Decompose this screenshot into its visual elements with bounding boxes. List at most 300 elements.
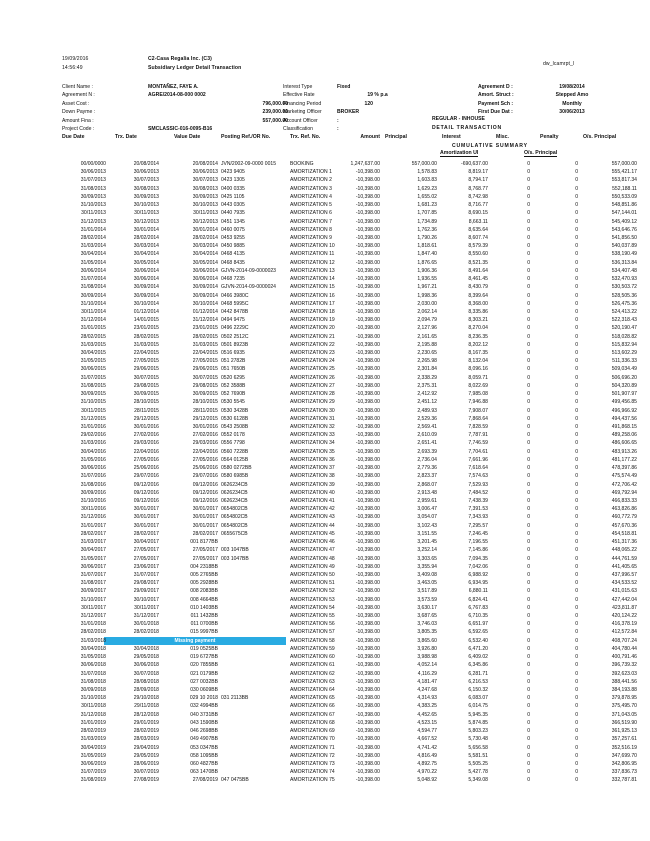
table-row[interactable] — [0, 193, 650, 201]
table-row[interactable] — [0, 374, 650, 382]
table-row[interactable] — [0, 382, 650, 390]
cell-value-date: 28/10/2015 — [192, 399, 218, 406]
cell-amount: -10,398.00 — [355, 662, 380, 669]
cell-principal: 2,412.92 — [417, 391, 437, 398]
table-row[interactable] — [0, 744, 650, 752]
cell-interest: 6,083.07 — [468, 695, 488, 702]
cell-misc: 0 — [527, 530, 530, 537]
cell-interest: 7,094.35 — [468, 555, 488, 562]
table-row[interactable] — [0, 308, 650, 316]
cell-posting-ref: 0453 9255 — [221, 234, 245, 241]
cell-amount: -10,398.00 — [355, 448, 380, 455]
cell-trx-date: 28/06/2019 — [133, 760, 159, 767]
table-row[interactable] — [0, 201, 650, 209]
cell-misc: 0 — [527, 202, 530, 209]
cell-amount: -10,398.00 — [355, 769, 380, 776]
table-row[interactable] — [0, 678, 650, 686]
cell-os-principal: 543,646.76 — [611, 226, 637, 233]
cell-value-date: 20/08/2014 — [192, 161, 218, 167]
cell-interest: 6,014.75 — [468, 703, 488, 710]
cell-value-date: 011 0700BB — [190, 621, 218, 628]
table-row[interactable] — [0, 160, 650, 168]
cell-penalty: 0 — [575, 300, 578, 307]
cell-trx-ref: AMORTIZATION 14 — [290, 276, 335, 283]
label-down-payment: Down Payme : — [62, 109, 96, 116]
cell-value-date: 27/05/2017 — [192, 555, 218, 562]
cell-due-date: 30/11/2018 — [81, 703, 106, 710]
cell-posting-ref: 0468 5995C — [221, 300, 249, 307]
cell-trx-date: 31/12/2017 — [133, 613, 159, 620]
table-row[interactable] — [0, 185, 650, 193]
cell-trx-ref: AMORTIZATION 49 — [290, 563, 335, 570]
table-row[interactable] — [0, 275, 650, 283]
cell-interest: 6,767.83 — [468, 604, 488, 611]
cell-due-date: 31/01/2014 — [80, 226, 106, 233]
cell-interest: 8,491.64 — [468, 267, 488, 274]
table-row[interactable] — [0, 546, 650, 554]
table-row[interactable] — [0, 333, 650, 341]
cell-penalty: 0 — [575, 539, 578, 546]
cell-due-date: 31/07/2018 — [80, 670, 106, 677]
table-row[interactable] — [0, 431, 650, 439]
table-row[interactable] — [0, 283, 650, 291]
cell-os-principal: 509,034.49 — [611, 366, 637, 373]
cell-interest: 6,532.40 — [468, 637, 488, 644]
cell-interest: 7,908.07 — [468, 407, 488, 414]
cell-os-principal: 552,188.11 — [612, 185, 637, 192]
cell-posting-ref: 047 0475BB — [221, 777, 249, 784]
cell-os-principal: 427,442.04 — [611, 596, 637, 603]
table-row[interactable] — [0, 226, 650, 234]
cell-interest: 7,746.59 — [468, 440, 488, 447]
cell-penalty: 0 — [575, 596, 578, 603]
cell-value-date: 28/02/2014 — [192, 234, 218, 241]
cell-posting-ref: 0543 2508B — [221, 424, 249, 430]
table-row[interactable] — [0, 407, 650, 415]
cell-penalty: 0 — [575, 530, 578, 537]
cell-due-date: 28/02/2019 — [80, 728, 106, 735]
cell-posting-ref: 0654802CB — [221, 506, 248, 513]
table-row[interactable] — [0, 365, 650, 373]
cell-trx-ref: AMORTIZATION 22 — [290, 341, 335, 348]
cell-value-date: 22/04/2015 — [192, 350, 218, 357]
label-project-code: Project Code : — [62, 125, 95, 132]
col-amount: Amount — [360, 134, 380, 140]
cell-os-principal: 506,696.20 — [611, 374, 637, 381]
table-row[interactable] — [0, 612, 650, 620]
label-account-officer: Account Officer — [283, 117, 318, 124]
table-row[interactable] — [0, 628, 650, 636]
cell-trx-date: 30/07/2015 — [133, 374, 159, 381]
table-row[interactable] — [0, 719, 650, 727]
cell-interest: 6,345.86 — [468, 662, 488, 669]
cell-posting-ref: 0560 7228B — [221, 448, 249, 455]
cell-trx-ref: AMORTIZATION 54 — [290, 604, 335, 611]
table-row[interactable] — [0, 702, 650, 710]
cell-due-date: 31/10/2016 — [80, 497, 106, 504]
cell-penalty: 0 — [575, 350, 578, 357]
cell-trx-date: 30/01/2017 — [133, 522, 159, 529]
cell-due-date: 31/12/2017 — [80, 613, 106, 620]
cell-misc: 0 — [527, 613, 530, 620]
cell-principal: 3,573.59 — [417, 596, 437, 603]
cell-principal: 3,988.98 — [417, 654, 437, 661]
table-row[interactable] — [0, 620, 650, 628]
cell-interest: 8,579.39 — [468, 243, 488, 250]
cell-penalty: 0 — [575, 588, 578, 595]
cell-trx-date: 30/09/2015 — [133, 391, 159, 398]
cell-amount: -10,398.00 — [355, 210, 380, 217]
info-mid-labels — [283, 83, 322, 133]
table-row[interactable] — [0, 464, 650, 472]
cell-amount: -10,398.00 — [355, 218, 380, 225]
table-row[interactable] — [0, 661, 650, 669]
cell-principal: 2,375.31 — [417, 382, 437, 389]
table-row[interactable] — [0, 209, 650, 217]
table-row[interactable] — [0, 316, 650, 324]
cell-amount: -10,398.00 — [355, 292, 380, 299]
cell-os-principal: 451,317.36 — [611, 539, 637, 546]
cell-os-principal: 513,602.29 — [611, 350, 637, 357]
cell-penalty: 0 — [575, 769, 578, 776]
cell-posting-ref: 003 1047BB — [221, 547, 249, 554]
cell-os-principal: 511,336.33 — [612, 358, 637, 365]
table-row[interactable] — [0, 176, 650, 184]
table-row[interactable] — [0, 686, 650, 694]
table-row[interactable] — [0, 768, 650, 776]
cell-posting-ref: 0460 0075 — [221, 226, 245, 233]
cell-due-date: 30/09/2017 — [80, 588, 106, 595]
table-row[interactable] — [0, 267, 650, 275]
cell-value-date: 30/01/2017 — [192, 506, 218, 513]
cell-penalty: 0 — [575, 308, 578, 315]
cell-penalty: 0 — [575, 703, 578, 710]
cell-value-date: 029 10 2018 — [189, 695, 218, 702]
value-asset-cost: 796,000.00 — [262, 100, 288, 107]
table-row[interactable] — [0, 760, 650, 768]
cell-due-date: 31/03/2019 — [80, 736, 106, 743]
cell-trx-date: 30/03/2014 — [133, 243, 159, 250]
table-row[interactable] — [0, 776, 650, 784]
cell-trx-date: 22/04/2015 — [133, 350, 159, 357]
cell-penalty: 0 — [575, 259, 578, 266]
table-row[interactable] — [0, 448, 650, 456]
cell-posting-ref: 0502 2512C — [221, 333, 249, 340]
cell-trx-date: 30/06/2014 — [133, 267, 159, 274]
cell-principal: 3,630.17 — [417, 604, 437, 611]
table-row[interactable] — [0, 530, 650, 538]
cell-penalty: 0 — [575, 415, 578, 422]
value-first-due-date: 30/06/2013 — [559, 109, 585, 116]
cell-trx-ref: AMORTIZATION 73 — [290, 760, 335, 767]
table-row[interactable] — [0, 637, 650, 645]
cell-due-date: 31/07/2017 — [80, 571, 106, 578]
cell-os-principal: 420,124.22 — [611, 613, 637, 620]
cell-principal: 2,913.48 — [417, 489, 437, 496]
cell-misc: 0 — [527, 407, 530, 414]
cell-amount: -10,398.00 — [355, 169, 380, 176]
cell-due-date: 30/11/2014 — [81, 308, 106, 315]
subcol-os-principal: O/s. Principal — [524, 150, 558, 156]
cell-interest: 8,663.11 — [468, 218, 488, 225]
table-row[interactable] — [0, 415, 650, 423]
table-row[interactable] — [0, 555, 650, 563]
cell-due-date: 31/08/2014 — [80, 284, 106, 291]
cell-trx-date: 23/01/2015 — [133, 325, 159, 332]
cell-trx-ref: AMORTIZATION 3 — [290, 185, 332, 192]
table-row[interactable] — [0, 489, 650, 497]
cell-trx-ref: AMORTIZATION 48 — [290, 555, 335, 562]
table-row[interactable] — [0, 505, 650, 513]
cell-trx-ref: AMORTIZATION 12 — [290, 259, 335, 266]
cell-value-date: 27/08/2019 — [192, 777, 218, 784]
table-row[interactable] — [0, 324, 650, 332]
table-row[interactable] — [0, 218, 650, 226]
info-right-values — [543, 83, 601, 117]
table-row[interactable] — [0, 234, 650, 242]
table-row[interactable] — [0, 300, 650, 308]
cell-penalty: 0 — [575, 292, 578, 299]
cell-posting-ref: 0423 9405 — [221, 169, 245, 176]
cell-principal: 1,790.26 — [417, 234, 437, 241]
cell-os-principal: 496,966.92 — [611, 407, 637, 414]
cell-due-date: 31/08/2015 — [80, 382, 106, 389]
cell-os-principal: 520,190.47 — [611, 325, 637, 332]
value-agreement-no: AGRE/2014-08-000 0002 — [148, 92, 206, 99]
cell-amount: -10,398.00 — [355, 571, 380, 578]
cell-trx-ref: AMORTIZATION 21 — [290, 333, 335, 340]
cell-trx-ref: AMORTIZATION 57 — [290, 629, 335, 636]
table-column-headers — [0, 134, 650, 143]
cell-os-principal: 337,836.73 — [611, 769, 637, 776]
table-row[interactable] — [0, 472, 650, 480]
table-row[interactable] — [0, 349, 650, 357]
cell-due-date: 31/12/2015 — [80, 415, 106, 422]
cell-os-principal: 478,397.86 — [611, 465, 637, 472]
cell-value-date: 30/01/2014 — [192, 226, 218, 233]
cell-amount: -10,398.00 — [355, 687, 380, 693]
cell-value-date: 032 4994BB — [190, 703, 218, 710]
cell-interest: 8,742.98 — [468, 193, 488, 200]
table-row[interactable] — [0, 439, 650, 447]
cell-posting-ref: 0423 1305 — [221, 177, 245, 184]
cell-value-date: 30/06/2014 — [192, 267, 218, 274]
cell-value-date: 30/12/2013 — [192, 218, 218, 225]
info-left-labels — [62, 83, 95, 133]
cell-amount: -10,398.00 — [355, 695, 380, 702]
table-row[interactable] — [0, 292, 650, 300]
cell-amount: -10,398.00 — [355, 341, 380, 348]
cell-misc: 0 — [527, 399, 530, 406]
table-row[interactable] — [0, 250, 650, 258]
cell-amount: -10,398.00 — [355, 465, 380, 472]
cell-interest: 7,042.06 — [468, 563, 488, 570]
cell-amount: -10,398.00 — [355, 284, 380, 291]
cell-value-date: 021 0179BB — [190, 670, 218, 677]
cell-due-date: 31/10/2018 — [80, 695, 106, 702]
cell-interest: 6,934.95 — [468, 580, 488, 587]
cell-due-date: 30/11/2016 — [81, 506, 106, 513]
table-row[interactable] — [0, 604, 650, 612]
cell-trx-date: 29/06/2015 — [133, 366, 159, 373]
cell-posting-ref: GJVN-2014-09-0000024 — [221, 284, 276, 291]
cell-penalty: 0 — [575, 629, 578, 636]
cell-os-principal: 454,518.81 — [611, 530, 637, 537]
cell-trx-ref: AMORTIZATION 8 — [290, 226, 332, 233]
table-row[interactable] — [0, 694, 650, 702]
cell-trx-ref: AMORTIZATION 11 — [290, 251, 335, 258]
cell-trx-ref: AMORTIZATION 35 — [290, 448, 335, 455]
cell-trx-ref: AMORTIZATION 69 — [290, 728, 335, 735]
cell-due-date: 31/05/2017 — [80, 555, 106, 562]
cell-value-date: 030 0609BB — [190, 687, 218, 693]
cell-amount: -10,398.00 — [355, 317, 380, 324]
cell-principal: 3,151.55 — [417, 530, 437, 537]
cell-principal: 1,818.61 — [417, 243, 437, 250]
cell-amount: -10,398.00 — [355, 736, 380, 743]
cell-interest: 6,471.20 — [468, 645, 488, 652]
cell-due-date: 31/07/2013 — [80, 177, 106, 184]
cell-misc: 0 — [527, 465, 530, 472]
cell-trx-ref: AMORTIZATION 50 — [290, 571, 335, 578]
cell-trx-ref: AMORTIZATION 36 — [290, 456, 335, 463]
table-row[interactable] — [0, 711, 650, 719]
cell-misc: 0 — [527, 645, 530, 652]
cell-trx-date: 29/07/2016 — [133, 473, 159, 480]
table-row[interactable] — [0, 456, 650, 464]
table-row[interactable] — [0, 563, 650, 571]
table-row[interactable] — [0, 341, 650, 349]
table-row[interactable] — [0, 168, 650, 176]
col-penalty: Penalty — [540, 134, 559, 140]
value-amort-structure: Stepped Amo — [555, 92, 589, 99]
cell-principal: 4,892.75 — [417, 760, 437, 767]
cell-posting-ref: 051 2782B — [221, 358, 246, 365]
cell-trx-ref: AMORTIZATION 52 — [290, 588, 335, 595]
table-row[interactable] — [0, 579, 650, 587]
cell-trx-ref: AMORTIZATION 23 — [290, 350, 335, 357]
cell-value-date: 09/12/2016 — [192, 489, 218, 496]
cell-posting-ref: 0520 6295 — [221, 374, 245, 381]
cell-interest: 7,295.57 — [468, 522, 488, 529]
cell-os-principal: 483,913.26 — [611, 448, 637, 455]
cell-value-date: 09/12/2016 — [192, 481, 218, 488]
cell-os-principal: 423,811.87 — [612, 604, 637, 611]
table-row[interactable] — [0, 727, 650, 735]
cell-interest: 8,819.17 — [468, 169, 488, 176]
table-row[interactable] — [0, 398, 650, 406]
cell-value-date: 30/04/2014 — [192, 251, 218, 258]
col-posting-ref: Posting Ref./OR No. — [221, 134, 271, 140]
table-row[interactable] — [0, 596, 650, 604]
cell-trx-ref: AMORTIZATION 72 — [290, 752, 335, 759]
cell-os-principal: 400,791.46 — [611, 654, 637, 661]
cell-misc: 0 — [527, 571, 530, 578]
table-row[interactable] — [0, 497, 650, 505]
table-row[interactable] — [0, 752, 650, 760]
table-row[interactable] — [0, 522, 650, 530]
table-row[interactable] — [0, 259, 650, 267]
cell-os-principal: 555,421.17 — [611, 169, 637, 176]
cell-posting-ref: 0655675CB — [221, 530, 248, 537]
table-row[interactable] — [0, 481, 650, 489]
cell-principal: 1,998.36 — [417, 292, 437, 299]
cell-os-principal: 388,441.56 — [611, 678, 637, 685]
cell-trx-ref: AMORTIZATION 70 — [290, 736, 335, 743]
cell-value-date: 30/10/2013 — [192, 202, 218, 209]
cell-value-date: 015 9997BB — [190, 629, 218, 636]
cell-os-principal: 366,519.90 — [611, 719, 637, 726]
cell-trx-date: 22/04/2016 — [133, 448, 159, 455]
cell-amount: -10,398.00 — [355, 481, 380, 488]
cell-os-principal: 332,787.81 — [611, 777, 637, 784]
cell-penalty: 0 — [575, 341, 578, 348]
table-row[interactable] — [0, 670, 650, 678]
cell-principal: 2,265.98 — [417, 358, 437, 365]
cell-posting-ref: 0468 4135 — [221, 251, 245, 258]
cell-penalty: 0 — [575, 161, 578, 167]
table-row[interactable] — [0, 513, 650, 521]
cell-due-date: 31/12/2014 — [80, 317, 106, 324]
cell-trx-date: 28/09/2018 — [133, 687, 159, 693]
cell-interest: 8,461.45 — [468, 276, 488, 283]
cell-penalty: 0 — [575, 465, 578, 472]
cell-value-date: 30/09/2013 — [192, 193, 218, 200]
cell-interest: 7,618.64 — [468, 465, 488, 472]
table-row[interactable] — [0, 357, 650, 365]
table-row[interactable] — [0, 645, 650, 653]
cell-amount: -10,398.00 — [355, 629, 380, 636]
table-row[interactable] — [0, 423, 650, 431]
cell-misc: 0 — [527, 547, 530, 554]
cell-misc: 0 — [527, 760, 530, 767]
missing-payment-label: Missing payment — [174, 637, 216, 644]
cell-interest: 6,592.65 — [468, 629, 488, 636]
cell-due-date: 31/03/2017 — [80, 539, 106, 546]
cell-penalty: 0 — [575, 407, 578, 414]
cell-os-principal: 545,409.12 — [611, 218, 637, 225]
cell-trx-ref: AMORTIZATION 32 — [290, 424, 335, 430]
cell-os-principal: 553,817.34 — [611, 177, 637, 184]
cell-value-date: 27/05/2015 — [192, 358, 218, 365]
table-row[interactable] — [0, 538, 650, 546]
cell-value-date: 30/03/2014 — [192, 243, 218, 250]
cell-amount: -10,398.00 — [355, 177, 380, 184]
table-row[interactable] — [0, 735, 650, 743]
cell-principal: 3,054.07 — [417, 514, 437, 521]
cell-interest: 5,874.85 — [468, 719, 488, 726]
cell-due-date: 30/11/2015 — [81, 407, 106, 414]
cell-principal: 4,314.93 — [417, 695, 437, 702]
table-row[interactable] — [0, 653, 650, 661]
cell-trx-ref: AMORTIZATION 25 — [290, 366, 335, 373]
cell-due-date: 30/04/2017 — [80, 547, 106, 554]
label-marketing-officer: Marketing Officer — [283, 109, 322, 116]
table-row[interactable] — [0, 571, 650, 579]
cell-amount: -10,398.00 — [355, 760, 380, 767]
table-row[interactable] — [0, 587, 650, 595]
value-client-name: MONTAÑEZ, FAYE A. — [148, 84, 199, 90]
cell-interest: 7,787.91 — [468, 432, 488, 439]
table-row[interactable] — [0, 390, 650, 398]
cell-due-date: 31/01/2016 — [80, 424, 106, 430]
table-row[interactable] — [0, 242, 650, 250]
cell-trx-date: 30/01/2016 — [133, 424, 159, 430]
print-time: 14:56:49 — [62, 65, 83, 71]
cell-due-date: 31/01/2015 — [80, 325, 106, 332]
cell-posting-ref: 0580 6985B — [221, 473, 249, 480]
cell-amount: -10,398.00 — [355, 497, 380, 504]
